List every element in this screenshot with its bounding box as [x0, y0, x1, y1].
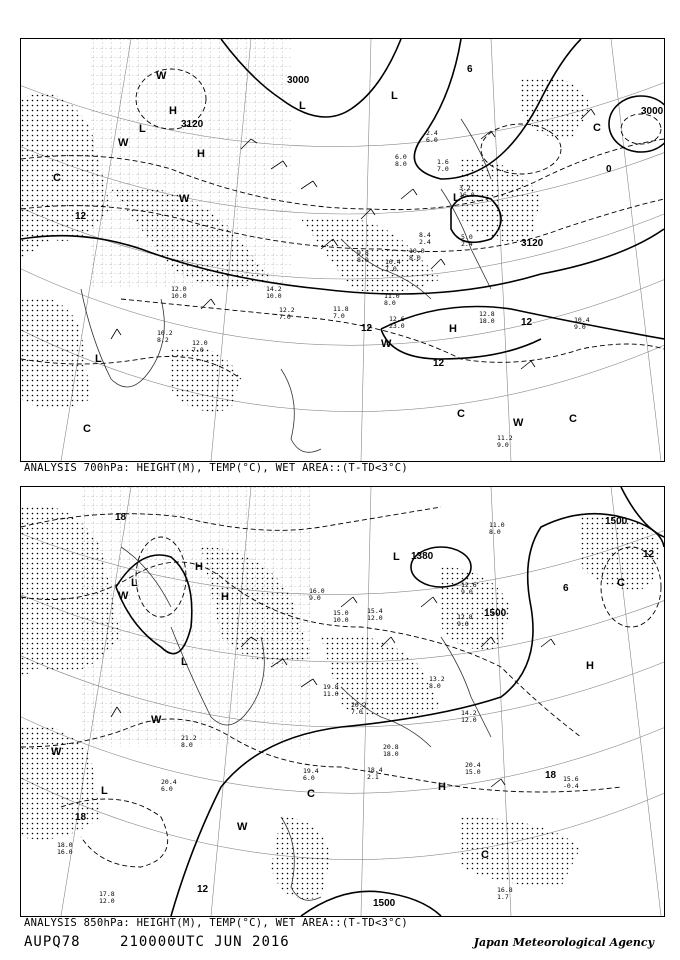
isoline-label: 1500: [373, 898, 396, 909]
map-850hpa-canvas: [21, 487, 664, 916]
svg-text:8.0: 8.0: [395, 160, 407, 168]
svg-text:11.8: 11.8: [333, 305, 349, 313]
station-plot: [367, 607, 383, 622]
svg-text:15.0: 15.0: [333, 609, 349, 617]
svg-text:6.0: 6.0: [161, 785, 173, 793]
svg-text:11.0: 11.0: [323, 690, 339, 698]
svg-text:13.2: 13.2: [429, 675, 445, 683]
agency-name: Japan Meteorological Agency: [473, 936, 654, 949]
svg-text:12.6: 12.6: [389, 315, 405, 323]
svg-text:8.0: 8.0: [384, 299, 396, 307]
svg-text:16.0: 16.0: [459, 191, 475, 199]
isoline-label: 3120: [181, 119, 204, 130]
high-center: H: [197, 148, 205, 160]
svg-text:10.0: 10.0: [409, 247, 425, 255]
isoline-label: 12: [361, 323, 373, 334]
svg-text:7.0: 7.0: [437, 165, 449, 173]
svg-text:1.7: 1.7: [497, 893, 509, 901]
station-plot: [384, 292, 400, 307]
svg-text:10.0: 10.0: [333, 616, 349, 624]
station-plot: [99, 890, 115, 905]
svg-text:15.0: 15.0: [465, 768, 481, 776]
svg-text:10.0: 10.0: [266, 292, 282, 300]
svg-text:8.0: 8.0: [489, 528, 501, 536]
high-center: H: [449, 323, 457, 335]
svg-text:11.0: 11.0: [384, 292, 400, 300]
svg-text:18.0: 18.0: [57, 841, 73, 849]
station-plot: [323, 683, 339, 698]
svg-text:12.0: 12.0: [461, 716, 477, 724]
high-center: H: [586, 660, 594, 672]
isoline-label: 12: [433, 358, 445, 369]
station-plot: [489, 521, 505, 536]
station-plot: [437, 158, 449, 173]
isoline-label: 6: [467, 64, 473, 75]
svg-text:20.8: 20.8: [383, 743, 399, 751]
svg-text:7.0: 7.0: [333, 312, 345, 320]
isoline-label: 12: [197, 884, 209, 895]
svg-text:23.0: 23.0: [389, 322, 405, 330]
warm-center: W: [156, 70, 167, 82]
isoline-label: 18: [545, 770, 557, 781]
station-plot: [161, 778, 177, 793]
cold-center: C: [481, 849, 489, 861]
svg-text:6.0: 6.0: [303, 774, 315, 782]
svg-text:21.2: 21.2: [181, 734, 197, 742]
valid-time: 210000UTC JUN 2016: [120, 934, 290, 950]
station-plot: [171, 285, 187, 300]
svg-text:7.0: 7.0: [385, 265, 397, 273]
high-center: H: [221, 591, 229, 603]
isoline-label: 12: [75, 211, 87, 222]
low-center: L: [95, 353, 102, 365]
isoline-label: 1380: [411, 551, 434, 562]
svg-text:12.0: 12.0: [99, 897, 115, 905]
warm-center: W: [237, 821, 248, 833]
panel-caption-850hpa: ANALYSIS 850hPa: HEIGHT(M), TEMP(°C), WET AREA::(T-TD<3°C): [24, 917, 409, 929]
isoline-label: 3000: [287, 75, 310, 86]
low-center: L: [131, 577, 138, 589]
svg-text:2.1: 2.1: [367, 773, 379, 781]
isoline-label: 3120: [521, 238, 544, 249]
low-center: L: [453, 192, 460, 204]
svg-text:18.0: 18.0: [479, 317, 495, 325]
svg-text:12.0: 12.0: [192, 339, 208, 347]
station-plot: [309, 587, 325, 602]
warm-center: W: [381, 338, 392, 350]
warm-center: W: [118, 137, 129, 149]
svg-text:15.6: 15.6: [563, 775, 579, 783]
map-700hpa-canvas: [21, 39, 664, 461]
svg-text:12.2: 12.2: [279, 306, 295, 314]
warm-center: W: [513, 417, 524, 429]
svg-text:10.4: 10.4: [385, 258, 401, 266]
svg-text:1.6: 1.6: [437, 158, 449, 166]
svg-text:7.0: 7.0: [279, 313, 291, 321]
station-plot: [409, 247, 425, 262]
station-plot: [574, 316, 590, 331]
isoline-label: 18: [115, 512, 127, 523]
svg-text:19.8: 19.8: [323, 683, 339, 691]
low-center: L: [181, 656, 188, 668]
chart-code: AUPQ78: [24, 934, 81, 950]
svg-text:9.0: 9.0: [574, 323, 586, 331]
svg-text:3.2: 3.2: [459, 184, 471, 192]
svg-text:9.0: 9.0: [461, 588, 473, 596]
station-plot: [426, 129, 438, 144]
svg-text:10.0: 10.0: [171, 292, 187, 300]
svg-text:15.4: 15.4: [367, 607, 383, 615]
station-plot: [333, 609, 349, 624]
low-center: L: [139, 123, 146, 135]
isoline-label: 12: [521, 317, 533, 328]
high-center: H: [438, 781, 446, 793]
svg-text:9.0: 9.0: [497, 441, 509, 449]
svg-text:7.0: 7.0: [351, 708, 363, 716]
warm-center: W: [179, 193, 190, 205]
map-panel-700hpa: [20, 38, 665, 462]
warm-center: W: [51, 746, 62, 758]
svg-text:16.8: 16.8: [497, 886, 513, 894]
svg-text:9.0: 9.0: [309, 594, 321, 602]
svg-text:12.8: 12.8: [457, 613, 473, 621]
station-plot: [383, 743, 399, 758]
map-panel-850hpa: [20, 486, 665, 917]
svg-text:17.8: 17.8: [99, 890, 115, 898]
warm-center: W: [151, 714, 162, 726]
svg-text:12.0: 12.0: [367, 614, 383, 622]
chart-footer: [24, 934, 320, 950]
svg-text:7.0: 7.0: [192, 346, 204, 354]
svg-text:8.2: 8.2: [157, 336, 169, 344]
cold-center: C: [617, 577, 625, 589]
svg-text:20.4: 20.4: [161, 778, 177, 786]
svg-text:12.0: 12.0: [171, 285, 187, 293]
isoline-label: 3000: [641, 106, 664, 117]
svg-text:8.4: 8.4: [419, 231, 431, 239]
svg-text:9.0: 9.0: [457, 620, 469, 628]
station-plot: [266, 285, 282, 300]
svg-text:10.4: 10.4: [574, 316, 590, 324]
station-plot: [465, 761, 481, 776]
svg-text:12.8: 12.8: [479, 310, 495, 318]
isoline-label: 12: [643, 549, 655, 560]
svg-text:6.0: 6.0: [395, 153, 407, 161]
svg-text:2.4: 2.4: [419, 238, 431, 246]
isoline-label: 1500: [605, 516, 628, 527]
cold-center: C: [83, 423, 91, 435]
station-plot: [461, 233, 473, 248]
isoline-label: 18: [75, 812, 87, 823]
station-plot: [479, 310, 495, 325]
svg-text:20.2: 20.2: [351, 701, 367, 709]
isoline-label: 1500: [484, 608, 507, 619]
svg-text:11.0: 11.0: [489, 521, 505, 529]
svg-text:5.0: 5.0: [461, 233, 473, 241]
svg-text:8.0: 8.0: [181, 741, 193, 749]
cold-center: C: [307, 788, 315, 800]
station-plot: [157, 329, 173, 344]
station-plot: [563, 775, 579, 790]
svg-text:14.2: 14.2: [461, 709, 477, 717]
high-center: H: [195, 561, 203, 573]
svg-text:8.0: 8.0: [357, 256, 369, 264]
svg-text:2.4: 2.4: [426, 129, 438, 137]
station-plot: [357, 249, 369, 264]
station-plot: [461, 709, 477, 724]
low-center: L: [391, 90, 398, 102]
svg-text:16.0: 16.0: [57, 848, 73, 856]
isoline-label: 0: [606, 164, 612, 175]
svg-text:8.0: 8.0: [429, 682, 441, 690]
station-plot: [389, 315, 405, 330]
svg-text:18.4: 18.4: [367, 766, 383, 774]
station-plot: [419, 231, 431, 246]
station-plot: [367, 766, 383, 781]
cold-center: C: [569, 413, 577, 425]
low-center: L: [393, 551, 400, 563]
svg-text:8.0: 8.0: [409, 254, 421, 262]
station-plot: [429, 675, 445, 690]
station-plot: [395, 153, 407, 168]
isoline-label: 6: [563, 583, 569, 594]
high-center: H: [169, 105, 177, 117]
svg-text:11.2: 11.2: [497, 434, 513, 442]
svg-text:14.2: 14.2: [266, 285, 282, 293]
svg-text:18.0: 18.0: [383, 750, 399, 758]
cold-center: C: [457, 408, 465, 420]
svg-text:16.0: 16.0: [309, 587, 325, 595]
station-plot: [57, 841, 73, 856]
cold-center: C: [53, 172, 61, 184]
svg-text:19.4: 19.4: [303, 767, 319, 775]
low-center: L: [101, 785, 108, 797]
panel-caption-700hpa: ANALYSIS 700hPa: HEIGHT(M), TEMP(°C), WET AREA::(T-TD<3°C): [24, 462, 409, 474]
low-center: L: [299, 100, 306, 112]
svg-text:10.2: 10.2: [157, 329, 173, 337]
station-plot: [279, 306, 295, 321]
svg-text:-0.4: -0.4: [563, 782, 579, 790]
station-plot: [333, 305, 349, 320]
svg-text:6.0: 6.0: [426, 136, 438, 144]
svg-text:20.4: 20.4: [465, 761, 481, 769]
cold-center: C: [593, 122, 601, 134]
svg-text:9.8: 9.8: [357, 249, 369, 257]
warm-center: W: [118, 590, 129, 602]
svg-text:12.6: 12.6: [461, 581, 477, 589]
svg-text:2.4: 2.4: [461, 240, 473, 248]
station-plot: [303, 767, 319, 782]
